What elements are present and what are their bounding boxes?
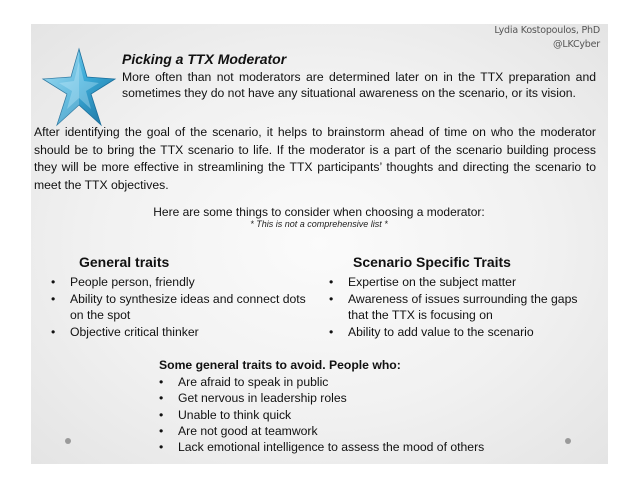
list-item: • Awareness of issues surrounding the gaps that the TTX is focusing on (329, 291, 589, 324)
list-item: • Are not good at teamwork (159, 423, 559, 439)
consider-text: Here are some things to consider when choosing a moderator: (153, 205, 485, 219)
author-name: Lydia Kostopoulos, PhD (494, 25, 600, 36)
decorative-dot (565, 438, 571, 444)
list-item: • Ability to synthesize ideas and connect dots on the spot (51, 291, 311, 324)
compass-star-icon (41, 47, 117, 127)
avoid-traits-heading: Some general traits to avoid. People who: (159, 358, 401, 372)
general-traits-heading: General traits (79, 254, 170, 270)
page-title: Picking a TTX Moderator (122, 51, 287, 67)
intro-text: More often than not moderators are determined later on in the TTX preparation and sometimes they do not have any situational awareness on the scenario, or its vision. (122, 70, 596, 100)
list-item: • Lack emotional intelligence to assess the mood of others (159, 439, 559, 455)
list-item: • Are afraid to speak in public (159, 374, 559, 390)
specific-traits-list (329, 274, 589, 340)
specific-traits-heading: Scenario Specific Traits (353, 254, 511, 270)
body-paragraph: After identifying the goal of the scenario, it helps to brainstorm ahead of time on who the moderator should be to bring the TTX scenario to life. If the moderator is a part of the scenario building process they will be more effective in streamlining the TTX participants’ thoughts and directing the scenario to meet the TTX objectives. (34, 125, 596, 192)
disclaimer-note: * This is not a comprehensive list * (250, 219, 388, 229)
list-item: • Unable to think quick (159, 407, 559, 423)
list-item: • Ability to add value to the scenario (329, 324, 589, 341)
list-item: • Get nervous in leadership roles (159, 390, 559, 406)
list-item: • People person, friendly (51, 274, 311, 291)
list-item: • Expertise on the subject matter (329, 274, 589, 291)
general-traits-list (51, 274, 311, 340)
decorative-dot (65, 438, 71, 444)
list-item: • Objective critical thinker (51, 324, 311, 341)
avoid-traits-list (159, 374, 559, 455)
author-credit (494, 24, 600, 52)
author-handle: @LKCyber (553, 39, 600, 50)
